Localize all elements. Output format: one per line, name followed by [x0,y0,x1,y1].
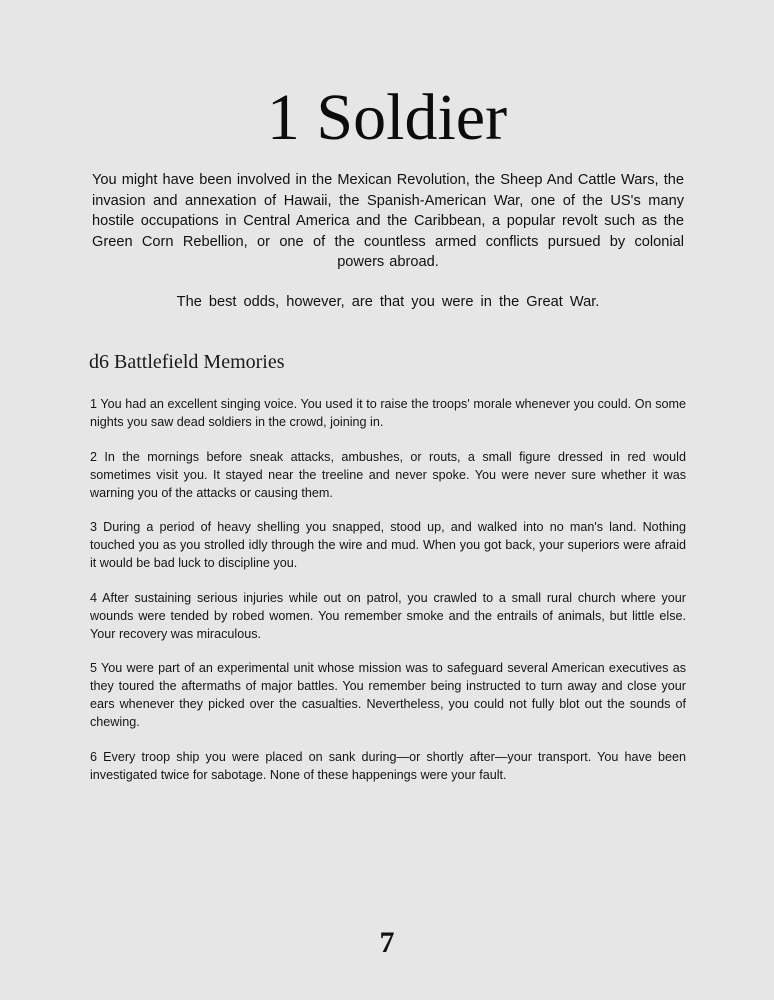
intro-odds-line: The best odds, however, are that you were in the Great War. [176,294,600,310]
section-heading: d6 Battlefield Memories [89,351,285,373]
page-number: 7 [379,926,395,959]
memory-item-4: 4 After sustaining serious injuries while out on patrol, you crawled to a small rural church where your wounds were tended by robed women. You remember smoke and the entrails of animals, but little else. Your recovery was miraculous. [90,590,686,641]
memory-list [90,395,686,800]
memory-item-2: 2 In the mornings before sneak attacks, ambushes, or routs, a small figure dressed in red would sometimes visit you. It stayed near the treeline and never spoke. You were never sure whether it was warning you of the attacks or causing them. [90,449,686,500]
memory-item-1: 1 You had an excellent singing voice. You used it to raise the troops' morale whenever you could. On some nights you saw dead soldiers in the crowd, joining in. [90,397,686,429]
memory-item-5: 5 You were part of an experimental unit whose mission was to safeguard several American executives as they toured the aftermaths of major battles. You remember being instructed to turn away and close your ears whenever they picked over the casualties. Nevertheless, you could not fully blot out the sounds of chewing. [90,661,686,729]
page-title: 1 Soldier [266,81,508,154]
memory-item-6: 6 Every troop ship you were placed on sank during—or shortly after—your transport. You have been investigated twice for sabotage. None of these happenings were your fault. [90,749,686,782]
intro-paragraph: You might have been involved in the Mexican Revolution, the Sheep And Cattle Wars, the invasion and annexation of Hawaii, the Spanish-American War, one of the US's many hostile occupations in Central America and the Caribbean, a popular revolt such as the Green Corn Rebellion, or one of the countless armed conflicts pursued by colonial powers abroad. [92,172,684,271]
memory-item-3: 3 During a period of heavy shelling you snapped, stood up, and walked into no man's land. Nothing touched you as you strolled idly through the wire and mud. When you got back, your superiors were afraid it would be bad luck to discipline you. [90,520,686,570]
